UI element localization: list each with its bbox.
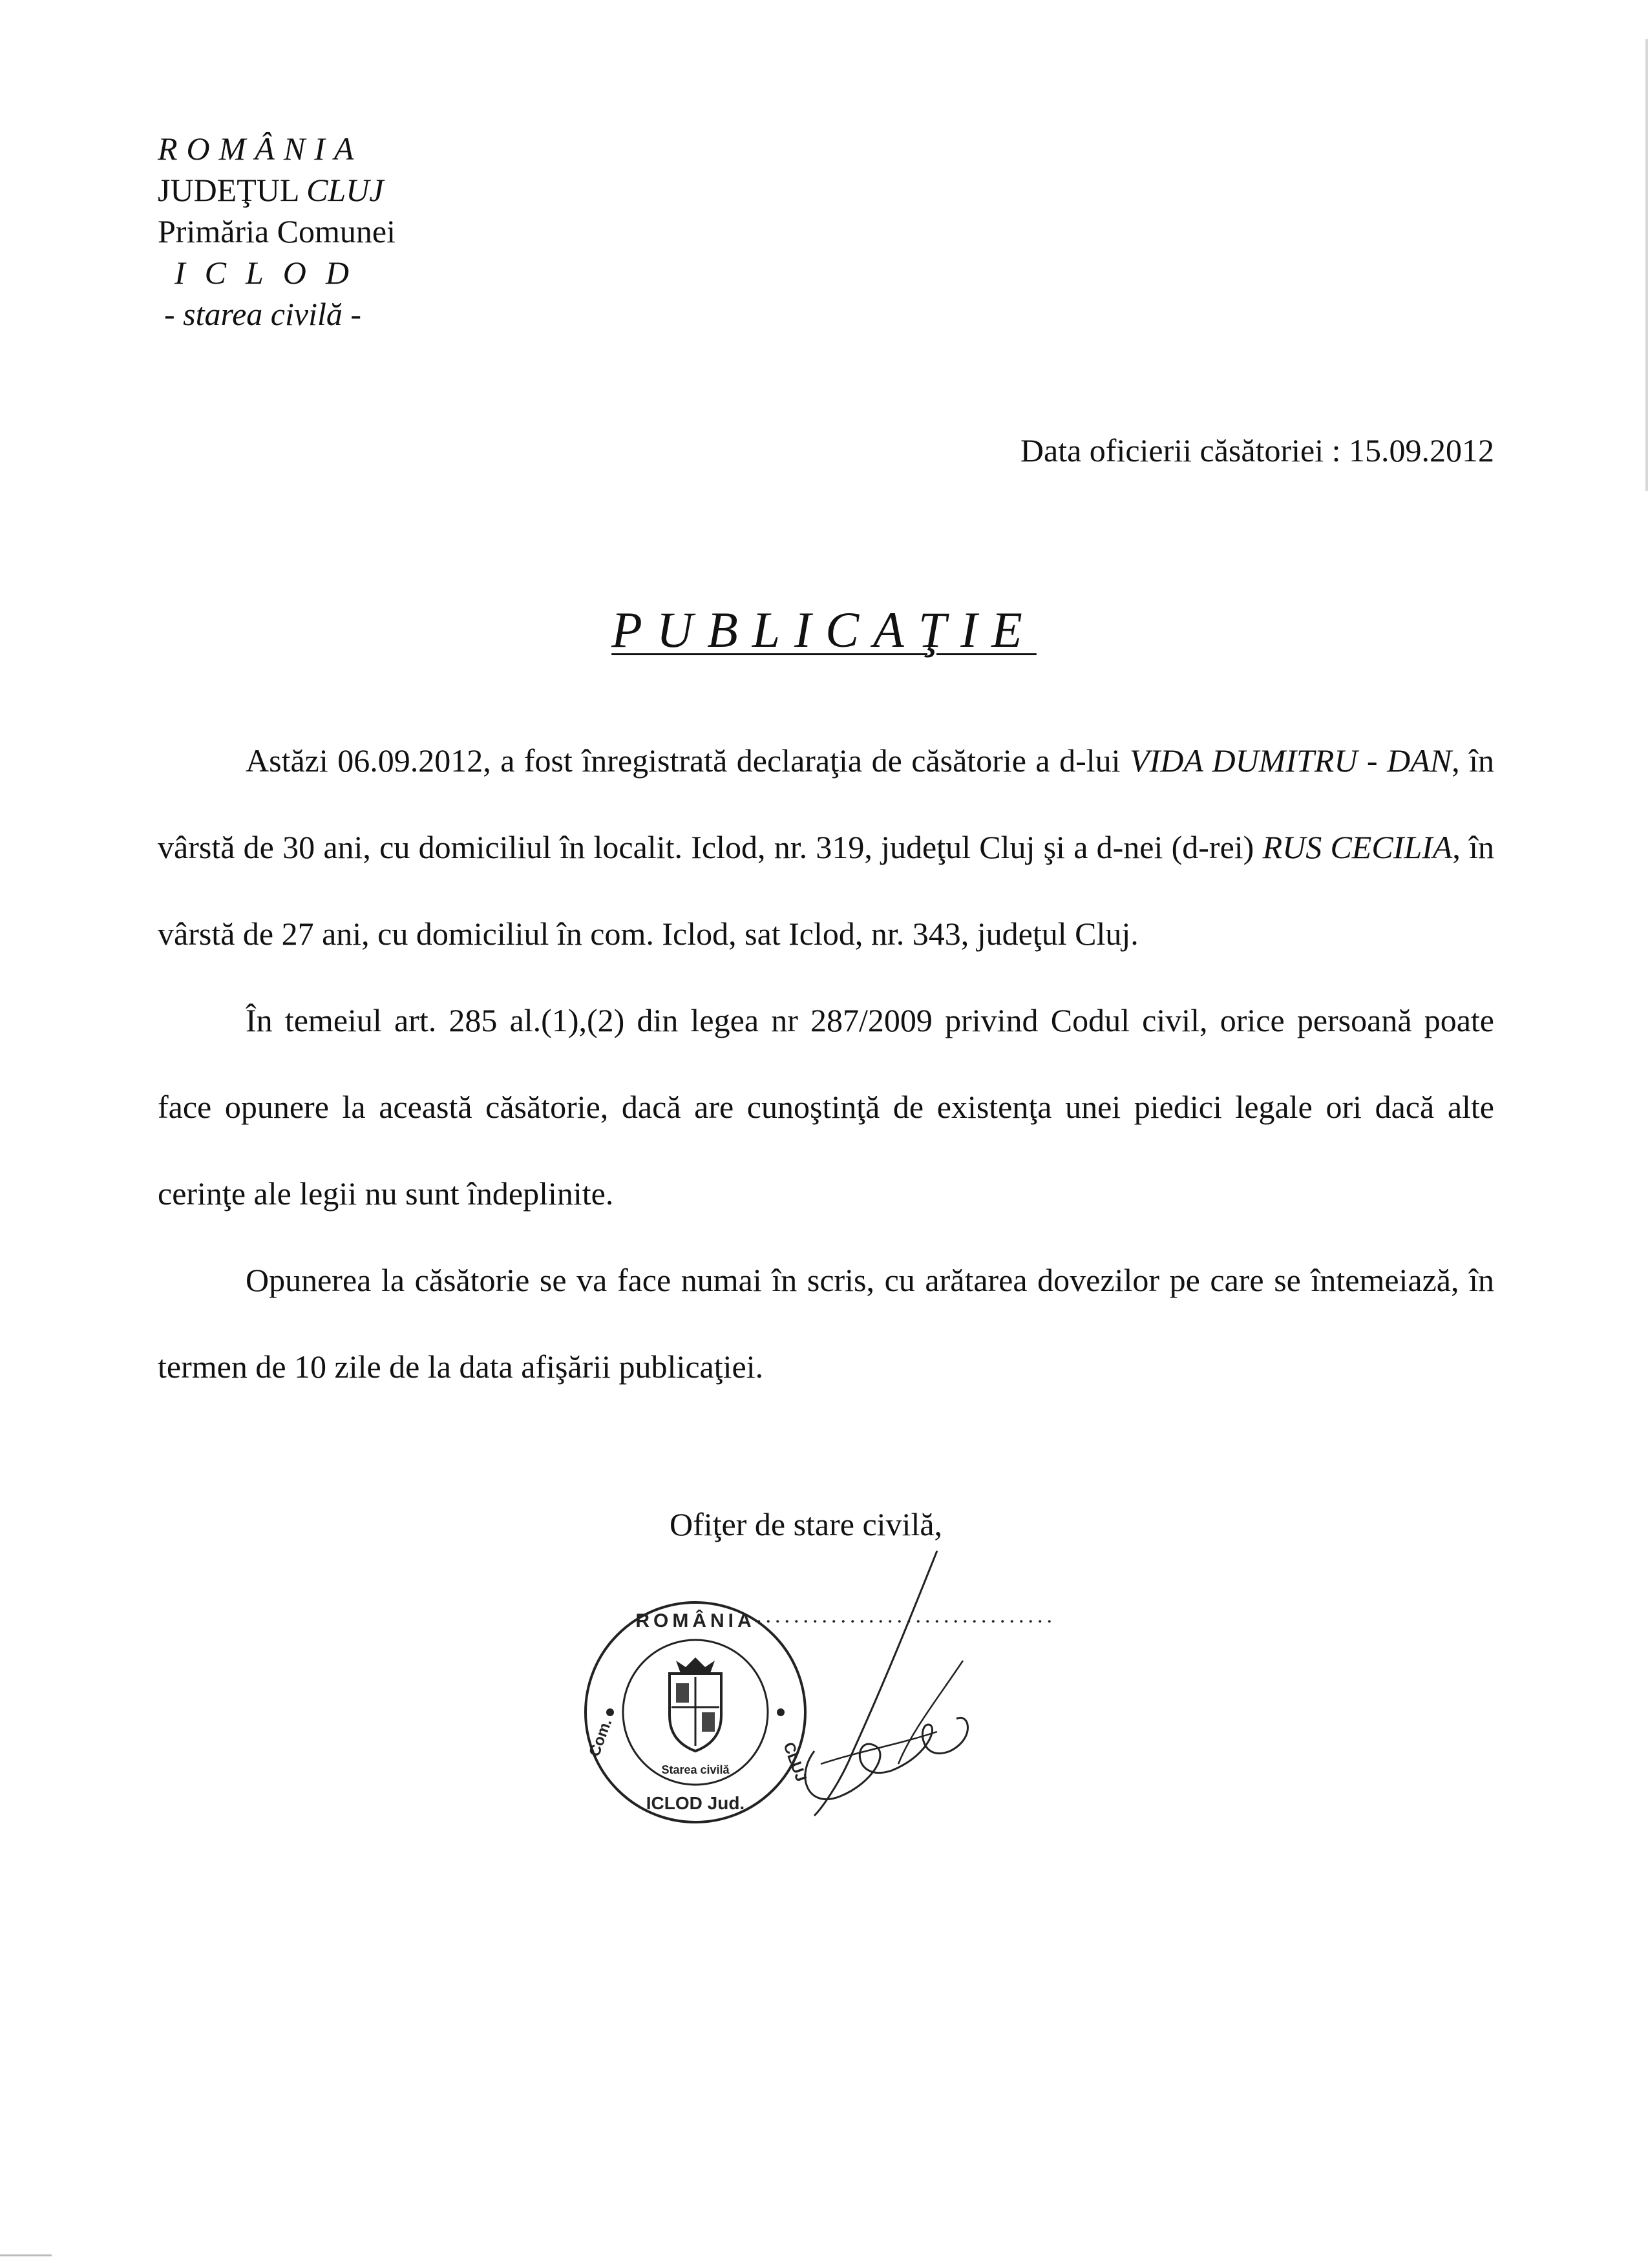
commune-name: ICLOD xyxy=(174,255,369,291)
bride-name: RUS CECILIA xyxy=(1262,829,1453,865)
svg-text:Com.: Com. xyxy=(586,1716,616,1759)
county-name: CLUJ xyxy=(306,172,384,208)
paragraph-legal-basis: În temeiul art. 285 al.(1),(2) din legea nr 287/2009 privind Codul civil, orice persoană poate face opunere la această căsătorie, dacă are cunoştinţă de existenţa unei piedici legale ori dacă alte cerinţe ale legii nu sunt îndeplinite. xyxy=(158,1002,1494,1212)
scan-edge-line xyxy=(1645,39,1648,491)
document-body xyxy=(158,717,1494,1410)
signature-dots: ................................ xyxy=(756,1604,1056,1628)
issuer-header xyxy=(158,128,396,335)
country-name: ROMÂNIA xyxy=(158,131,363,167)
paragraph-declaration xyxy=(158,717,1494,977)
p1-text-a: Astăzi 06.09.2012, a fost înregistrată declaraţia de căsătorie a d-lui xyxy=(246,742,1130,779)
scan-bottom-mark xyxy=(0,2254,52,2256)
signature-label: Ofiţer de stare civilă, xyxy=(670,1506,943,1542)
svg-text:Starea civilă: Starea civilă xyxy=(661,1763,730,1776)
svg-text:CLUJ: CLUJ xyxy=(779,1739,810,1784)
marriage-date-line xyxy=(1020,432,1494,469)
department-name: - starea civilă - xyxy=(164,296,362,332)
paragraph-opposition: Opunerea la căsătorie se va face numai în scris, cu arătarea dovezilor pe care se întemeiază, în termen de 10 zile de la data afişării publicaţiei. xyxy=(158,1262,1494,1385)
marriage-date-label: Data oficierii căsătoriei : xyxy=(1020,432,1341,468)
coat-of-arms-icon xyxy=(670,1657,721,1751)
handwritten-signature xyxy=(743,1538,1053,1835)
p1-text-c: , în vârstă de 27 ani, cu domiciliul în com. Iclod, sat Iclod, nr. 343, judeţul Cluj. xyxy=(158,829,1494,952)
county-line xyxy=(158,169,396,211)
svg-text:ROMÂNIA: ROMÂNIA xyxy=(635,1610,755,1632)
county-prefix: JUDEŢUL xyxy=(158,172,299,208)
svg-text:ICLOD Jud.: ICLOD Jud. xyxy=(646,1793,745,1813)
marriage-date-value: 15.09.2012 xyxy=(1349,432,1494,468)
document-title: PUBLICAŢIE xyxy=(611,602,1037,658)
p1-text-b: , în vârstă de 30 ani, cu domiciliul în localit. Iclod, nr. 319, judeţul Cluj şi a d-nei (d-rei) xyxy=(158,742,1494,865)
groom-name: VIDA DUMITRU - DAN xyxy=(1130,742,1452,779)
institution-name: Primăria Comunei xyxy=(158,213,396,249)
